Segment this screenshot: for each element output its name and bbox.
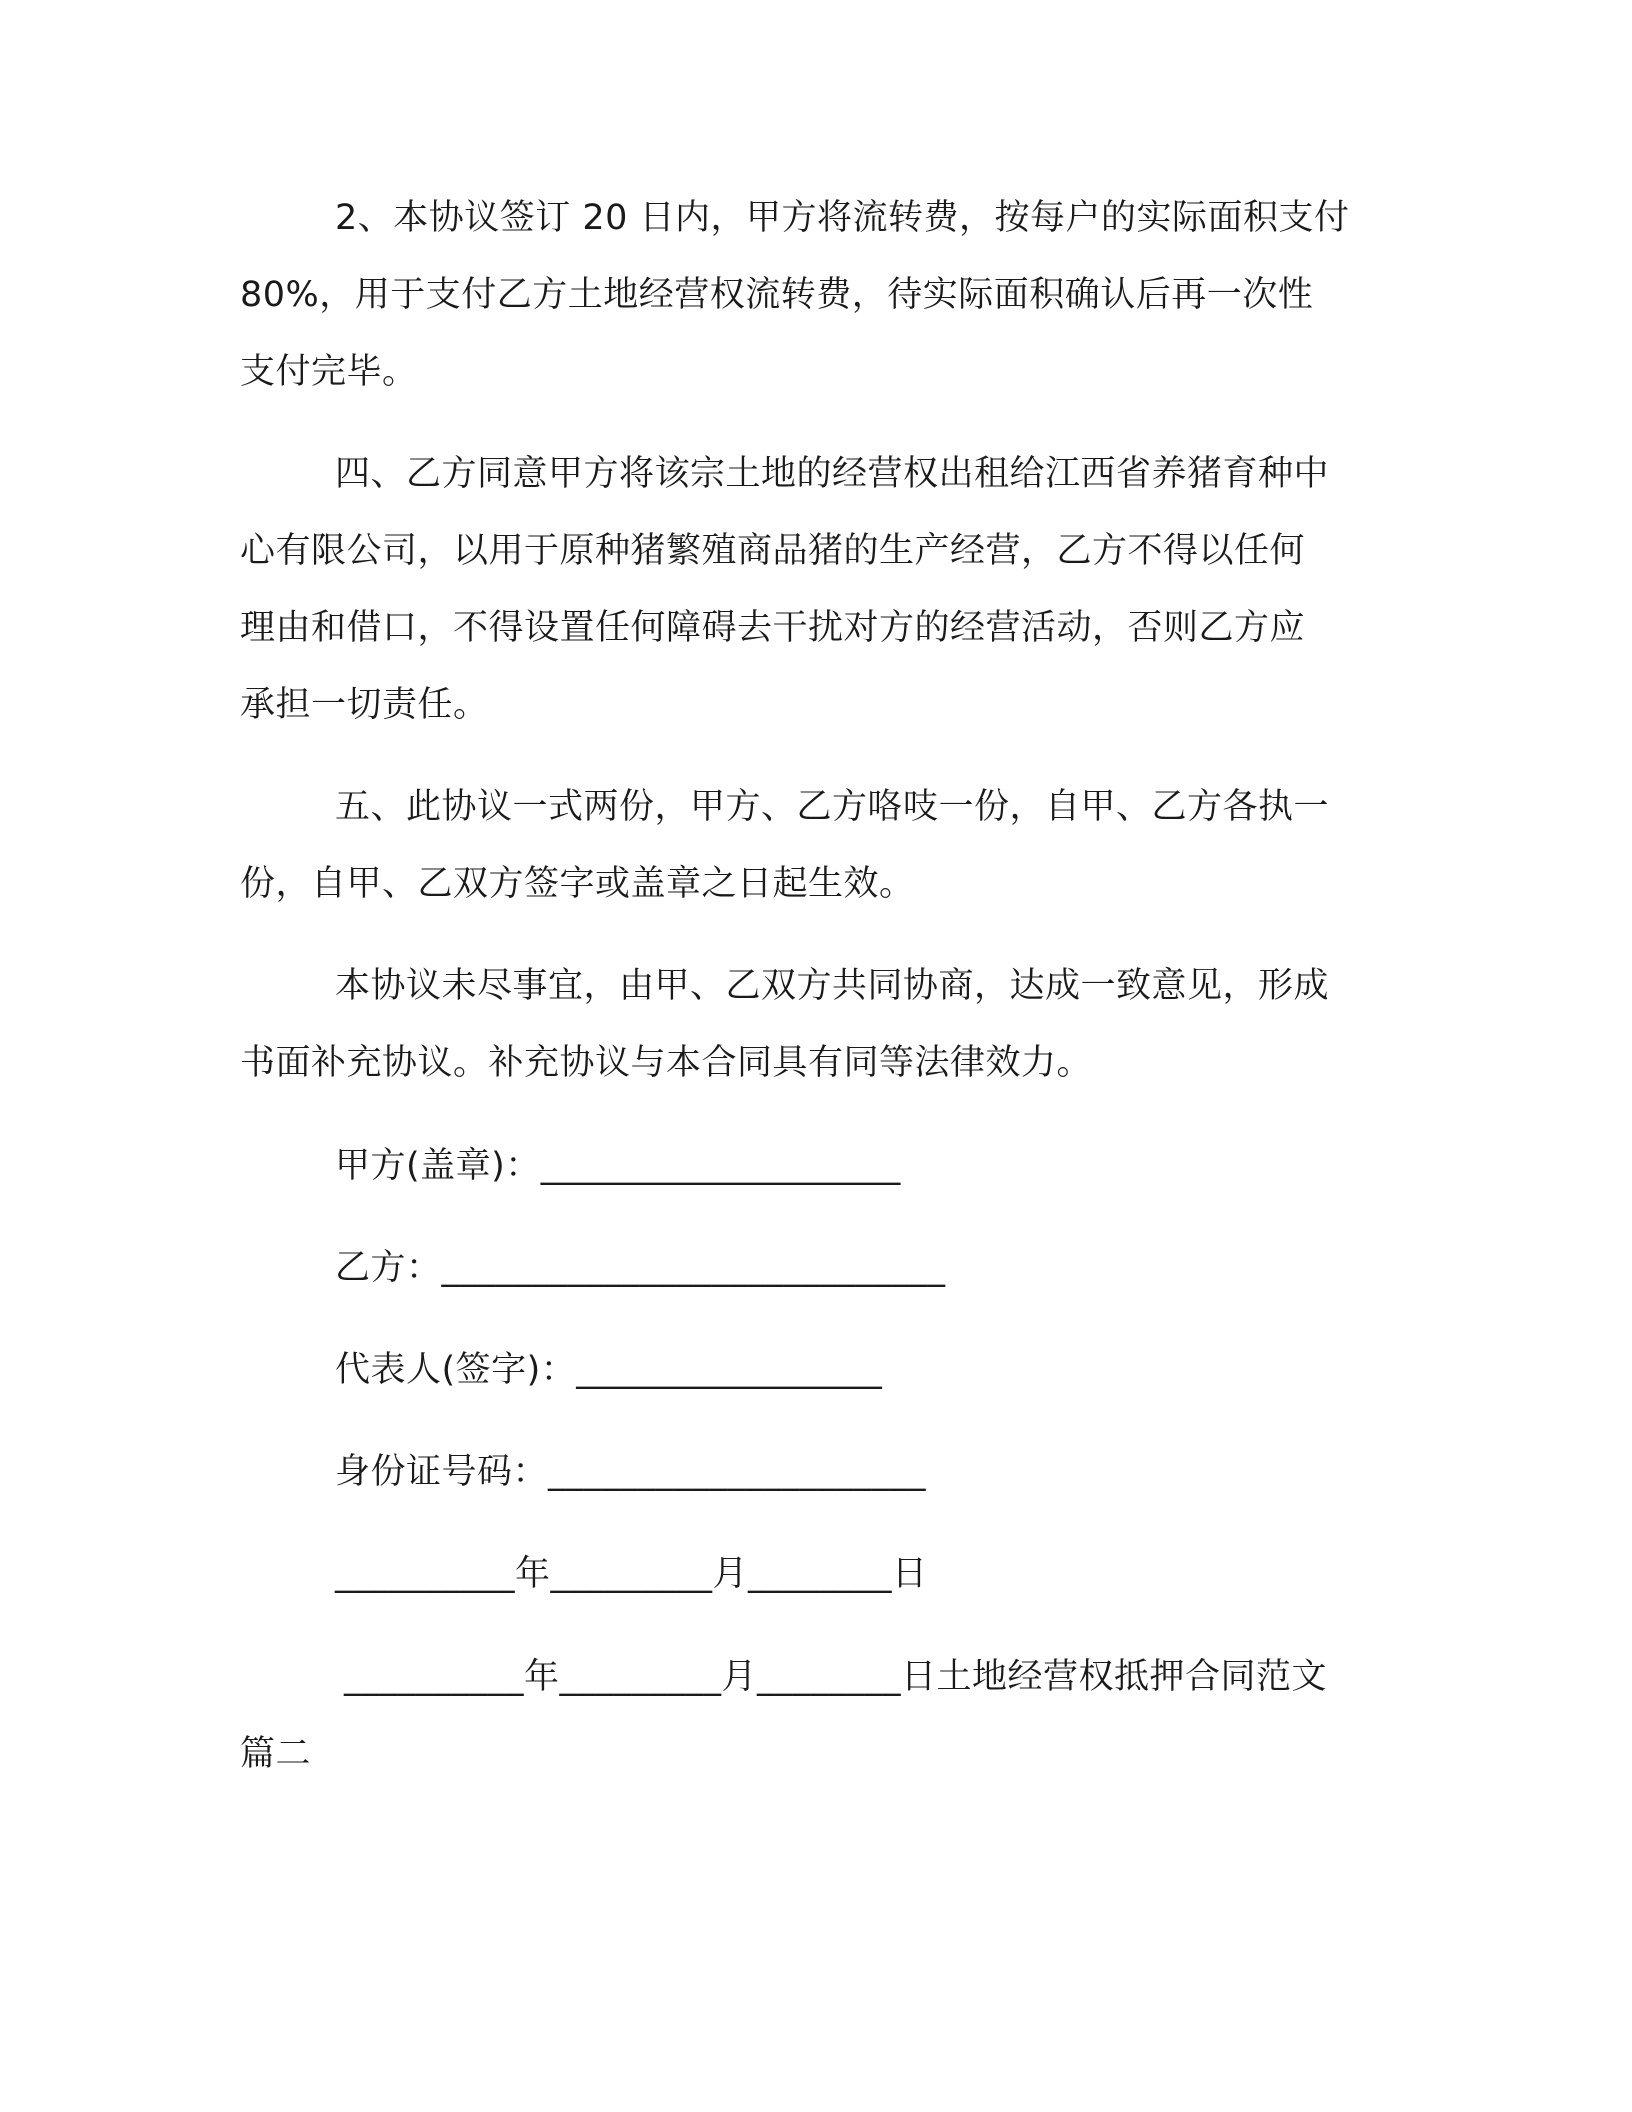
date-field: __________年_________月________日	[335, 1554, 928, 1594]
para4-line2: 心有限公司，以用于原种猪繁殖商品猪的生产经营，乙方不得以任何	[240, 531, 1306, 571]
para5-line2: 份，自甲、乙双方签字或盖章之日起生效。	[240, 864, 915, 904]
footer-title-line1: __________年_________月________日土地经营权抵押合同范文	[344, 1657, 1328, 1697]
id-number-field: 身份证号码：_____________________	[335, 1452, 927, 1492]
para5-line1: 五、此协议一式两份，甲方、乙方咯吱一份，自甲、乙方各执一	[335, 787, 1330, 827]
para2-line3: 支付完毕。	[240, 352, 418, 392]
para2-line1: 2、本协议签订 20 日内，甲方将流转费，按每户的实际面积支付	[335, 198, 1350, 238]
party-b-signature-field: 乙方：____________________________	[335, 1248, 946, 1288]
para4-line3: 理由和借口，不得设置任何障碍去干扰对方的经营活动，否则乙方应	[240, 608, 1306, 648]
para2-line2: 80%，用于支付乙方土地经营权流转费，待实际面积确认后再一次性	[240, 275, 1314, 315]
party-a-signature-field: 甲方(盖章)：____________________	[335, 1146, 901, 1186]
supplement-line1: 本协议未尽事宜，由甲、乙双方共同协商，达成一致意见，形成	[335, 966, 1330, 1006]
para4-line4: 承担一切责任。	[240, 685, 489, 725]
supplement-line2: 书面补充协议。补充协议与本合同具有同等法律效力。	[240, 1043, 1093, 1083]
footer-title-line2: 篇二	[240, 1734, 312, 1774]
representative-signature-field: 代表人(签字)：_________________	[335, 1350, 883, 1390]
para4-line1: 四、乙方同意甲方将该宗土地的经营权出租给江西省养猪育种中	[335, 454, 1330, 494]
